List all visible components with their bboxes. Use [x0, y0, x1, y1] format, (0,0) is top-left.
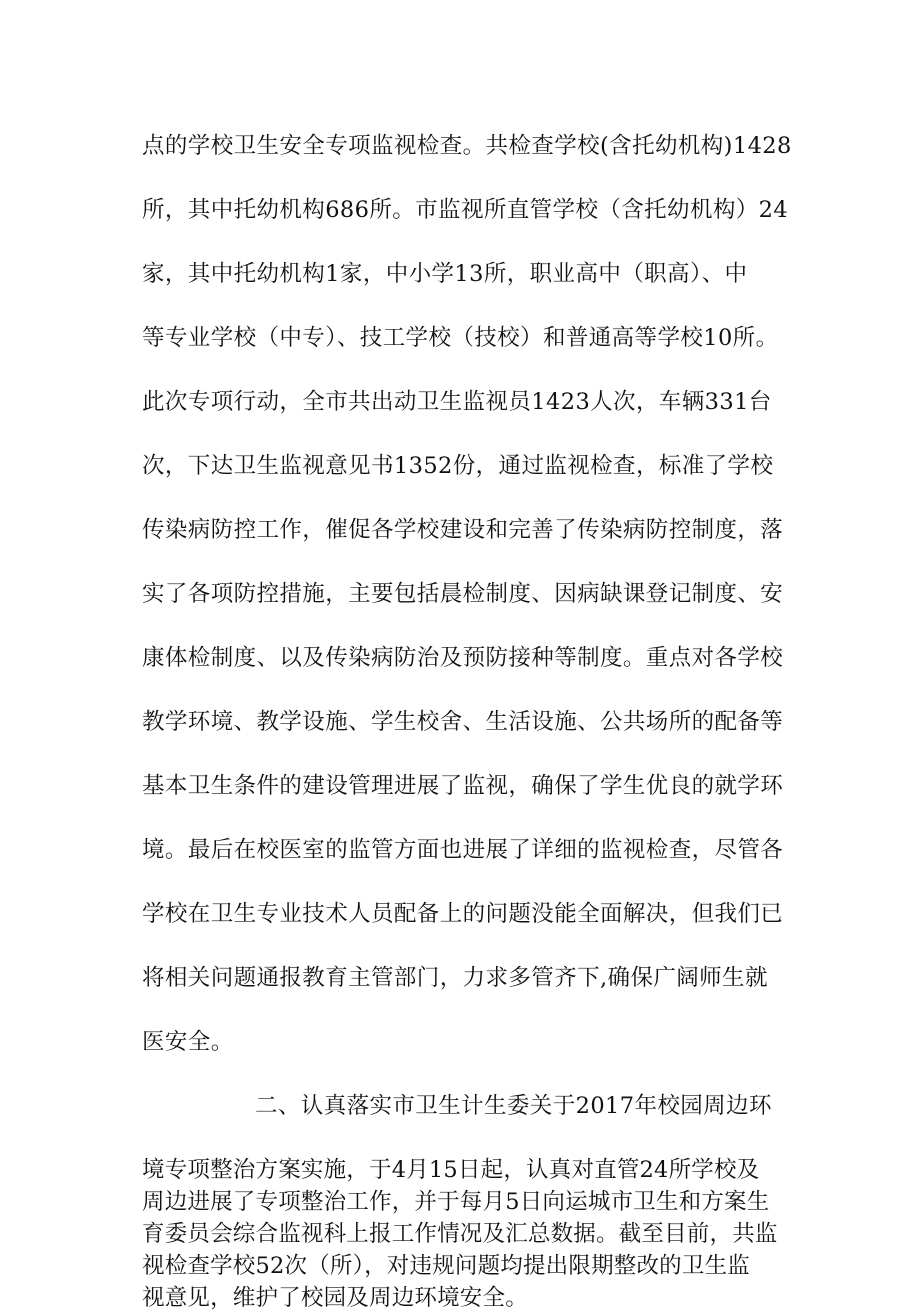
paragraph-1-line-6: 次，下达卫生监视意见书1352份，通过监视检查，标准了学校 [142, 453, 774, 479]
paragraph-1-line-11: 基本卫生条件的建设管理进展了监视，确保了学生优良的就学环 [142, 773, 784, 799]
paragraph-1-line-5: 此次专项行动，全市共出动卫生监视员1423人次，车辆331台 [142, 389, 772, 415]
paragraph-1-line-15: 医安全。 [142, 1029, 234, 1055]
paragraph-2-line-2: 周边进展了专项整治工作，并于每月5日向运城市卫生和方案生 [142, 1189, 770, 1215]
paragraph-2-line-5: 视意见，维护了校园及周边环境安全。 [142, 1285, 528, 1311]
paragraph-1-line-14: 将相关问题通报教育主管部门，力求多管齐下,确保广阔师生就 [142, 965, 768, 991]
paragraph-2-line-1: 境专项整治方案实施，于4月15日起，认真对直管24所学校及 [142, 1157, 760, 1183]
section-2-heading: 二、认真落实市卫生计生委关于2017年校园周边环 [255, 1093, 772, 1119]
paragraph-1-line-10: 教学环境、教学设施、学生校舍、生活设施、公共场所的配备等 [142, 709, 784, 735]
paragraph-1-line-1: 点的学校卫生安全专项监视检查。共检查学校(含托幼机构)1428 [142, 133, 792, 159]
paragraph-1-line-4: 等专业学校（中专）、技工学校（技校）和普通高等学校10所。 [142, 325, 779, 351]
paragraph-1-line-8: 实了各项防控措施，主要包括晨检制度、因病缺课登记制度、安 [142, 581, 784, 607]
paragraph-1-line-7: 传染病防控工作，催促各学校建设和完善了传染病防控制度，落 [142, 517, 784, 543]
paragraph-1-line-3: 家，其中托幼机构1家，中小学13所，职业高中（职高）、中 [142, 261, 748, 287]
paragraph-2-line-3: 育委员会综合监视科上报工作情况及汇总数据。截至目前，共监 [142, 1221, 778, 1247]
paragraph-1-line-9: 康体检制度、以及传染病防治及预防接种等制度。重点对各学校 [142, 645, 784, 671]
paragraph-1-line-12: 境。最后在校医室的监管方面也进展了详细的监视检查，尽管各 [142, 837, 784, 863]
paragraph-1-line-13: 学校在卫生专业技术人员配备上的问题没能全面解决，但我们已 [142, 901, 784, 927]
paragraph-1-line-2: 所，其中托幼机构686所。市监视所直管学校（含托幼机构）24 [142, 197, 789, 223]
paragraph-2-line-4: 视检查学校52次（所），对违规问题均提出限期整改的卫生监 [142, 1253, 750, 1279]
